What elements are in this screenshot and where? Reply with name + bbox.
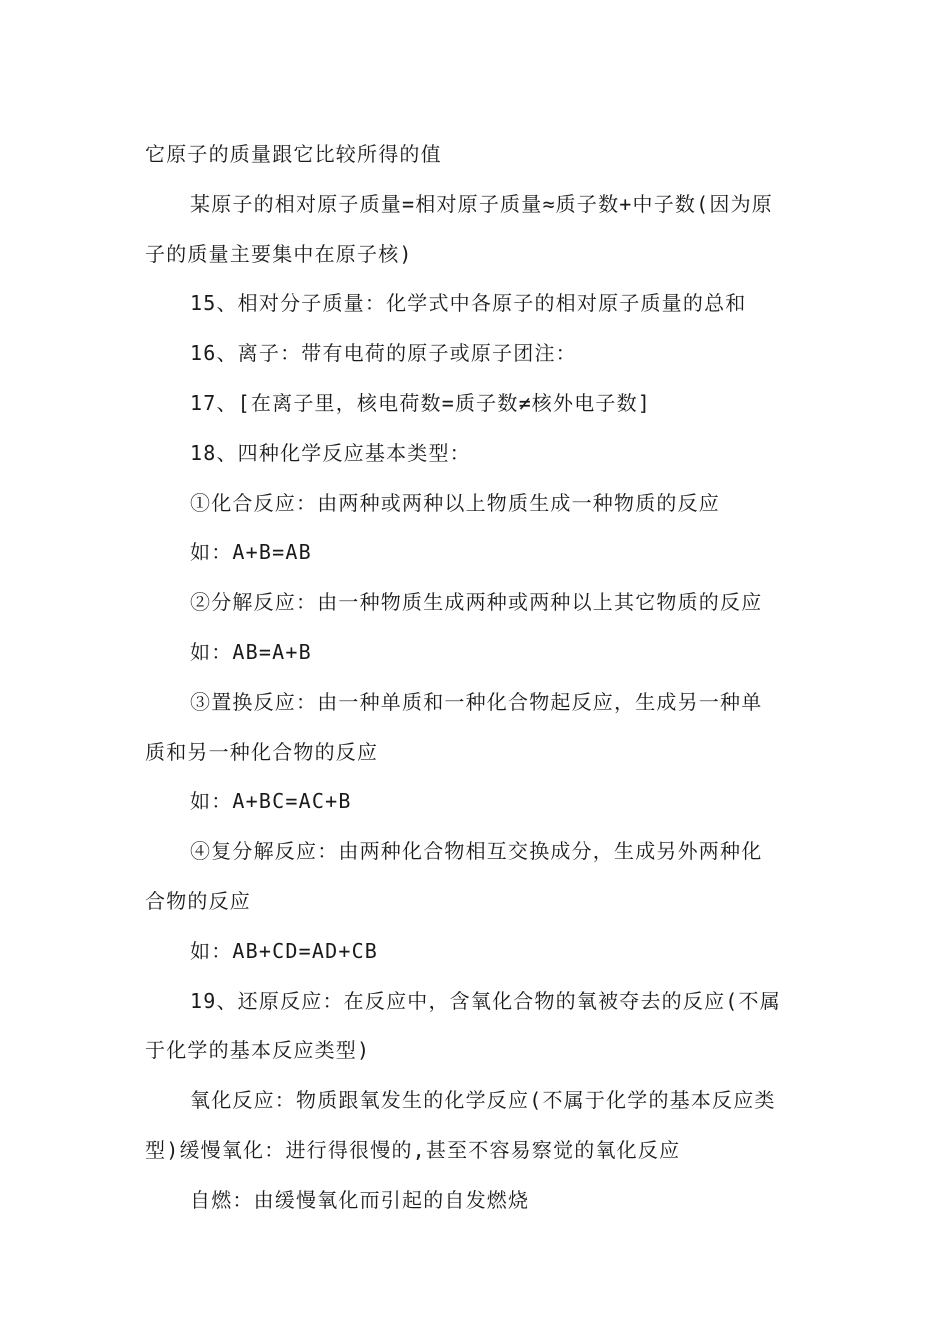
text-line: 合物的反应 xyxy=(145,888,251,913)
text-line: 如：A+BC=AC+B xyxy=(190,789,352,814)
text-line: ③置换反应：由一种单质和一种化合物起反应，生成另一种单 xyxy=(190,689,763,714)
text-line: 它原子的质量跟它比较所得的值 xyxy=(145,142,442,166)
text-line: 19、还原反应：在反应中，含氧化合物的氧被夺去的反应(不属 xyxy=(190,988,781,1013)
text-line: ②分解反应：由一种物质生成两种或两种以上其它物质的反应 xyxy=(190,590,763,615)
text-line: 如：AB=A+B xyxy=(190,639,312,664)
text-line: 某原子的相对原子质量=相对原子质量≈质子数+中子数(因为原 xyxy=(190,191,773,216)
text-line: 质和另一种化合物的反应 xyxy=(145,739,379,764)
text-line: 17、[在离子里，核电荷数=质子数≠核外电子数] xyxy=(190,390,652,415)
text-line: 自燃：由缓慢氧化而引起的自发燃烧 xyxy=(190,1187,530,1212)
text-line: 于化学的基本反应类型) xyxy=(145,1038,371,1063)
text-line: 如：A+B=AB xyxy=(190,540,312,565)
text-line: 16、离子：带有电荷的原子或原子团注： xyxy=(190,341,577,366)
text-line: ④复分解反应：由两种化合物相互交换成分，生成另外两种化 xyxy=(190,839,763,864)
text-line: 15、相对分子质量：化学式中各原子的相对原子质量的总和 xyxy=(190,291,747,316)
text-line: 型)缓慢氧化：进行得很慢的,甚至不容易察觉的氧化反应 xyxy=(145,1137,681,1162)
text-line: 氧化反应：物质跟氧发生的化学反应(不属于化学的基本反应类 xyxy=(190,1088,776,1113)
document-body xyxy=(145,130,810,1226)
text-line: 如：AB+CD=AD+CB xyxy=(190,938,379,963)
text-line: 子的质量主要集中在原子核) xyxy=(145,241,413,266)
text-line: 18、四种化学反应基本类型： xyxy=(190,440,471,465)
text-line: ①化合反应：由两种或两种以上物质生成一种物质的反应 xyxy=(190,490,720,515)
